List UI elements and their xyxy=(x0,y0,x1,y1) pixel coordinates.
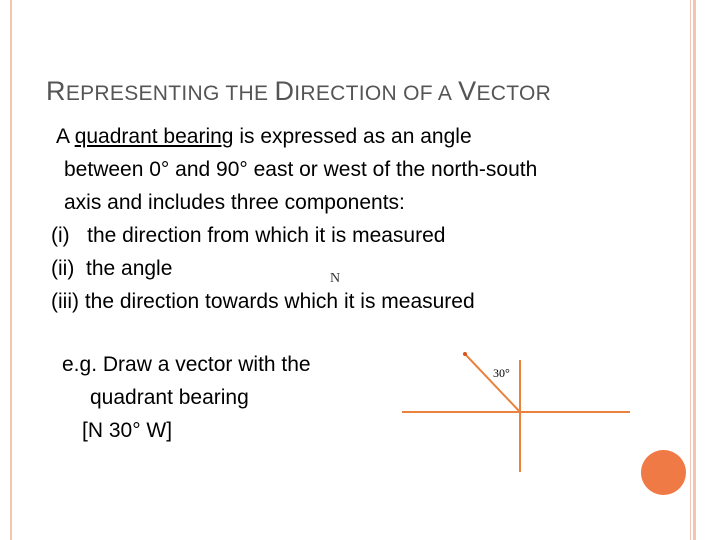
example-line-3: [N 30° W] xyxy=(82,419,173,442)
vector-tip-point xyxy=(463,352,467,356)
definition-line-2: between 0° and 90° east or west of the north-south xyxy=(64,158,538,181)
north-label: N xyxy=(330,271,341,286)
quadrant-bearing-term: quadrant bearing xyxy=(74,125,234,148)
definition-line-1: A quadrant bearing is expressed as an angle xyxy=(56,125,472,148)
example-text xyxy=(62,348,311,447)
bearing-vector xyxy=(465,354,520,412)
decorative-circle xyxy=(641,450,686,495)
component-item-3: (iii) the direction towards which it is measured xyxy=(51,290,475,313)
bearing-diagram xyxy=(330,262,640,477)
slide-frame-strip xyxy=(690,0,694,540)
definition-line-3: axis and includes three components: xyxy=(64,191,405,214)
example-line-2: quadrant bearing xyxy=(90,386,249,409)
slide-title: REPRESENTING THE DIRECTION OF A VECTOR xyxy=(46,76,552,106)
example-line-1: e.g. Draw a vector with the xyxy=(62,353,311,376)
angle-label: 30° xyxy=(493,366,510,380)
component-item-2: (ii) the angle xyxy=(51,257,173,280)
component-item-1: (i) the direction from which it is measured xyxy=(51,224,446,247)
